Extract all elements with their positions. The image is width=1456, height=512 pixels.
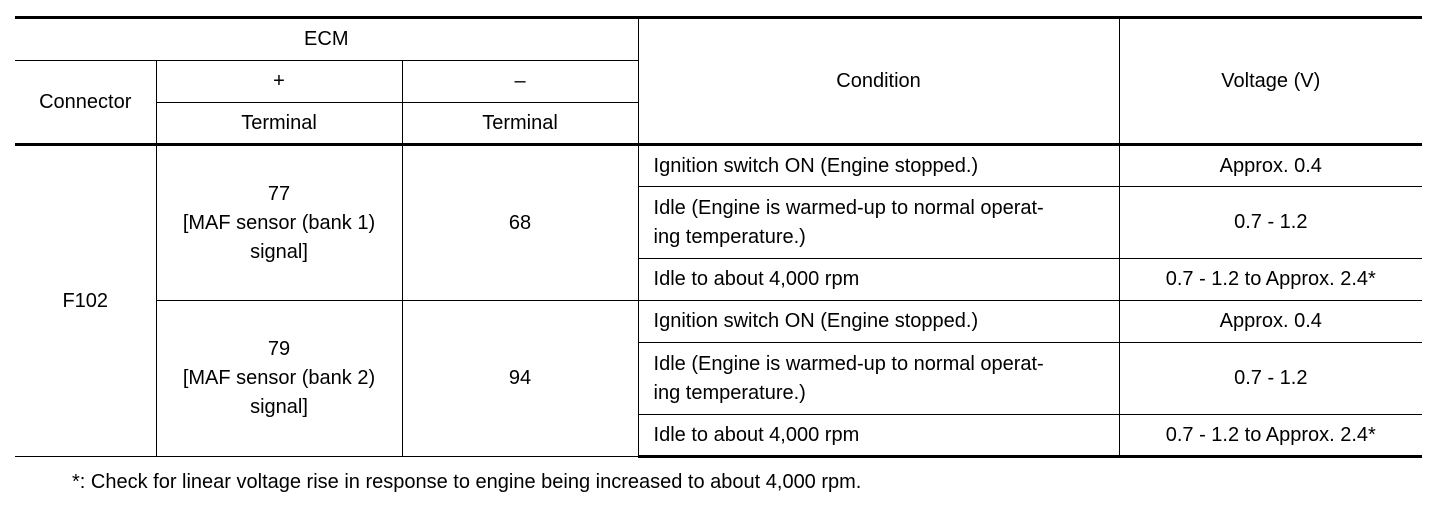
connector-header: Connector xyxy=(15,61,156,145)
ecm-terminal-voltage-table xyxy=(15,16,1422,458)
ecm-header: ECM xyxy=(15,18,638,61)
minus-header: – xyxy=(402,61,638,103)
plus-header: + xyxy=(156,61,402,103)
terminal-minus-cell: 94 xyxy=(402,301,638,457)
voltage-cell: 0.7 - 1.2 to Approx. 2.4* xyxy=(1119,259,1422,301)
condition-cell: Ignition switch ON (Engine stopped.) xyxy=(638,145,1119,187)
voltage-header: Voltage (V) xyxy=(1119,18,1422,145)
terminal-plus-cell: 77 [MAF sensor (bank 1) signal] xyxy=(156,145,402,301)
terminal-plus-header: Terminal xyxy=(156,103,402,145)
condition-header: Condition xyxy=(638,18,1119,145)
condition-cell: Idle to about 4,000 rpm xyxy=(638,259,1119,301)
voltage-cell: 0.7 - 1.2 xyxy=(1119,343,1422,415)
connector-cell: F102 xyxy=(15,145,156,457)
terminal-plus-cell: 79 [MAF sensor (bank 2) signal] xyxy=(156,301,402,457)
voltage-cell: Approx. 0.4 xyxy=(1119,301,1422,343)
terminal-minus-header: Terminal xyxy=(402,103,638,145)
voltage-cell: Approx. 0.4 xyxy=(1119,145,1422,187)
voltage-cell: 0.7 - 1.2 to Approx. 2.4* xyxy=(1119,415,1422,457)
footnote: *: Check for linear voltage rise in response to engine being increased to about 4,000 rpm. xyxy=(72,471,862,493)
table-row xyxy=(15,145,1422,187)
voltage-cell: 0.7 - 1.2 xyxy=(1119,187,1422,259)
condition-cell: Ignition switch ON (Engine stopped.) xyxy=(638,301,1119,343)
condition-cell: Idle (Engine is warmed-up to normal operat- ing temperature.) xyxy=(638,187,1119,259)
condition-cell: Idle (Engine is warmed-up to normal operat- ing temperature.) xyxy=(638,343,1119,415)
terminal-minus-cell: 68 xyxy=(402,145,638,301)
condition-cell: Idle to about 4,000 rpm xyxy=(638,415,1119,457)
table-row xyxy=(15,301,1422,343)
